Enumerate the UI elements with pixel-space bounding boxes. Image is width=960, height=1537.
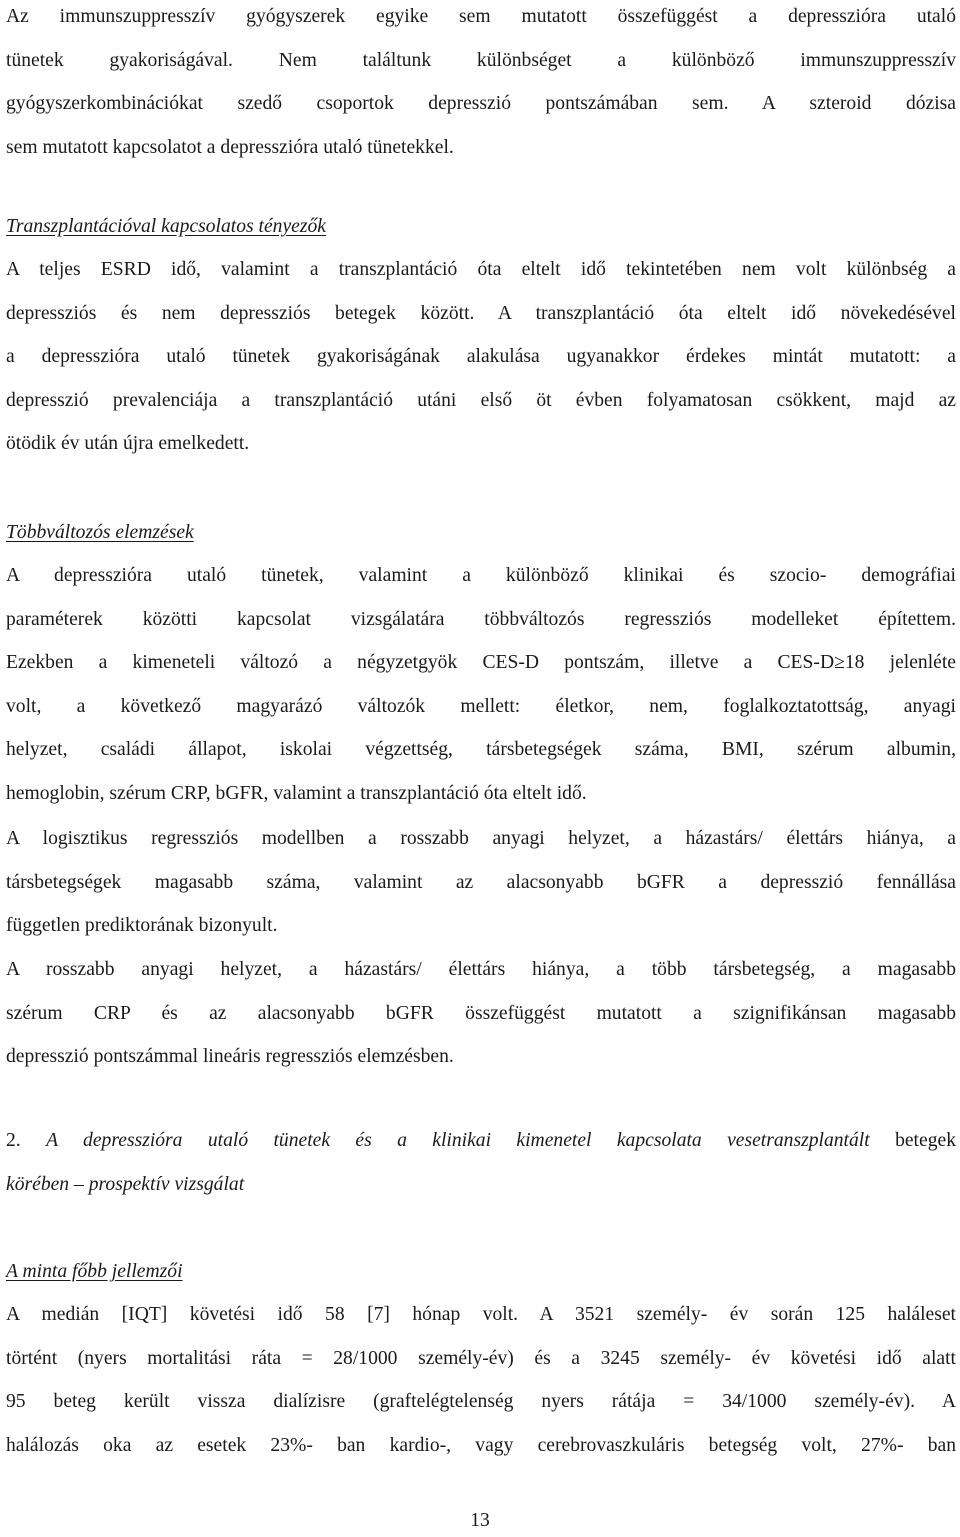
- section-title-line: [6, 1163, 956, 1207]
- text-line: gyógyszerkombinációkat szedő csoportok depresszió pontszámában sem. A szteroid dózisa: [6, 93, 956, 115]
- text-line: A medián [IQT] követési idő 58 [7] hónap volt. A 3521 személy- év során 125 haláleset: [6, 1304, 956, 1325]
- text-line: hemoglobin, szérum CRP, bGFR, valamint a transzplantáció óta eltelt idő.: [6, 782, 587, 804]
- text-line: Ezekben a kimeneteli változó a négyzetgyök CES-D pontszám, illetve a CES-D≥18 jelenléte: [6, 652, 956, 674]
- text-line: A teljes ESRD idő, valamint a transzplantáció óta eltelt idő tekintetében nem volt különbség a: [6, 259, 956, 280]
- section-title-line: [6, 1119, 956, 1163]
- page-number: 13: [470, 1510, 490, 1531]
- text-line: A depresszióra utaló tünetek, valamint a különböző klinikai és szocio- demográfiai: [6, 565, 956, 586]
- paragraph-transplant-factors: [6, 248, 956, 466]
- section-subtitle: körében – prospektív vizsgálat: [6, 1173, 245, 1195]
- text-line: A logisztikus regressziós modellben a rosszabb anyagi helyzet, a házastárs/ élettárs hiánya, a: [6, 828, 956, 849]
- text-line: sem mutatott kapcsolatot a depresszióra utaló tünetekkel.: [6, 136, 454, 158]
- section-title-normal: betegek: [895, 1130, 956, 1151]
- paragraph-multivariate-models: [6, 554, 956, 816]
- text-line: független prediktorának bizonyult.: [6, 915, 278, 937]
- section-title-italic: A depresszióra utaló tünetek és a klinikai kimenetel kapcsolata vesetranszplantált: [46, 1130, 870, 1151]
- heading-multivariate: Többváltozós elemzések: [6, 522, 194, 543]
- text-line: paraméterek közötti kapcsolat vizsgálatára többváltozós regressziós modelleket építettem.: [6, 608, 956, 630]
- text-line: tünetek gyakoriságával. Nem találtunk különbséget a különböző immunszuppresszív: [6, 49, 956, 71]
- text-line: Az immunszuppresszív gyógyszerek egyike sem mutatott összefüggést a depresszióra utaló: [6, 6, 956, 27]
- paragraph-immunosuppressive: [6, 0, 956, 169]
- text-line: ötödik év után újra emelkedett.: [6, 433, 250, 455]
- text-line: A rosszabb anyagi helyzet, a házastárs/ élettárs hiánya, a több társbetegség, a magasabb: [6, 959, 956, 980]
- text-line: történt (nyers mortalitási ráta = 28/1000 személy-év) és a 3245 személy- év követési idő alatt: [6, 1347, 956, 1369]
- text-line: depresszió pontszámmal lineáris regressziós elemzésben.: [6, 1046, 454, 1068]
- text-line: a depresszióra utaló tünetek gyakoriságának alakulása ugyanakkor érdekes mintát mutatott: a: [6, 346, 956, 368]
- section-number: 2.: [6, 1130, 21, 1151]
- text-line: halálozás oka az esetek 23%- ban kardio-, vagy cerebrovaszkuláris betegség volt, 27%- ban: [6, 1434, 956, 1456]
- text-line: társbetegségek magasabb száma, valamint az alacsonyabb bGFR a depresszió fennállása: [6, 871, 956, 893]
- text-line: depresszió prevalenciája a transzplantáció utáni első öt évben folyamatosan csökkent, majd az: [6, 389, 956, 411]
- paragraph-logistic-regression: [6, 817, 956, 948]
- text-line: depressziós és nem depressziós betegek között. A transzplantáció óta eltelt idő növekedésével: [6, 302, 956, 324]
- heading-transplant-factors: Transzplantációval kapcsolatos tényezők: [6, 216, 326, 237]
- section-title-2: [6, 1119, 956, 1206]
- heading-sample-characteristics: A minta főbb jellemzői: [6, 1261, 183, 1282]
- paragraph-linear-regression: [6, 948, 956, 1079]
- text-line: volt, a következő magyarázó változók mellett: életkor, nem, foglalkoztatottság, anyagi: [6, 695, 956, 717]
- text-line: szérum CRP és az alacsonyabb bGFR összefüggést mutatott a szignifikánsan magasabb: [6, 1002, 956, 1024]
- paragraph-sample-characteristics: [6, 1293, 956, 1467]
- text-line: helyzet, családi állapot, iskolai végzettség, társbetegségek száma, BMI, szérum albumin,: [6, 739, 956, 761]
- text-line: 95 beteg került vissza dialízisre (graftelégtelenség nyers rátája = 34/1000 személy-év). A: [6, 1391, 956, 1413]
